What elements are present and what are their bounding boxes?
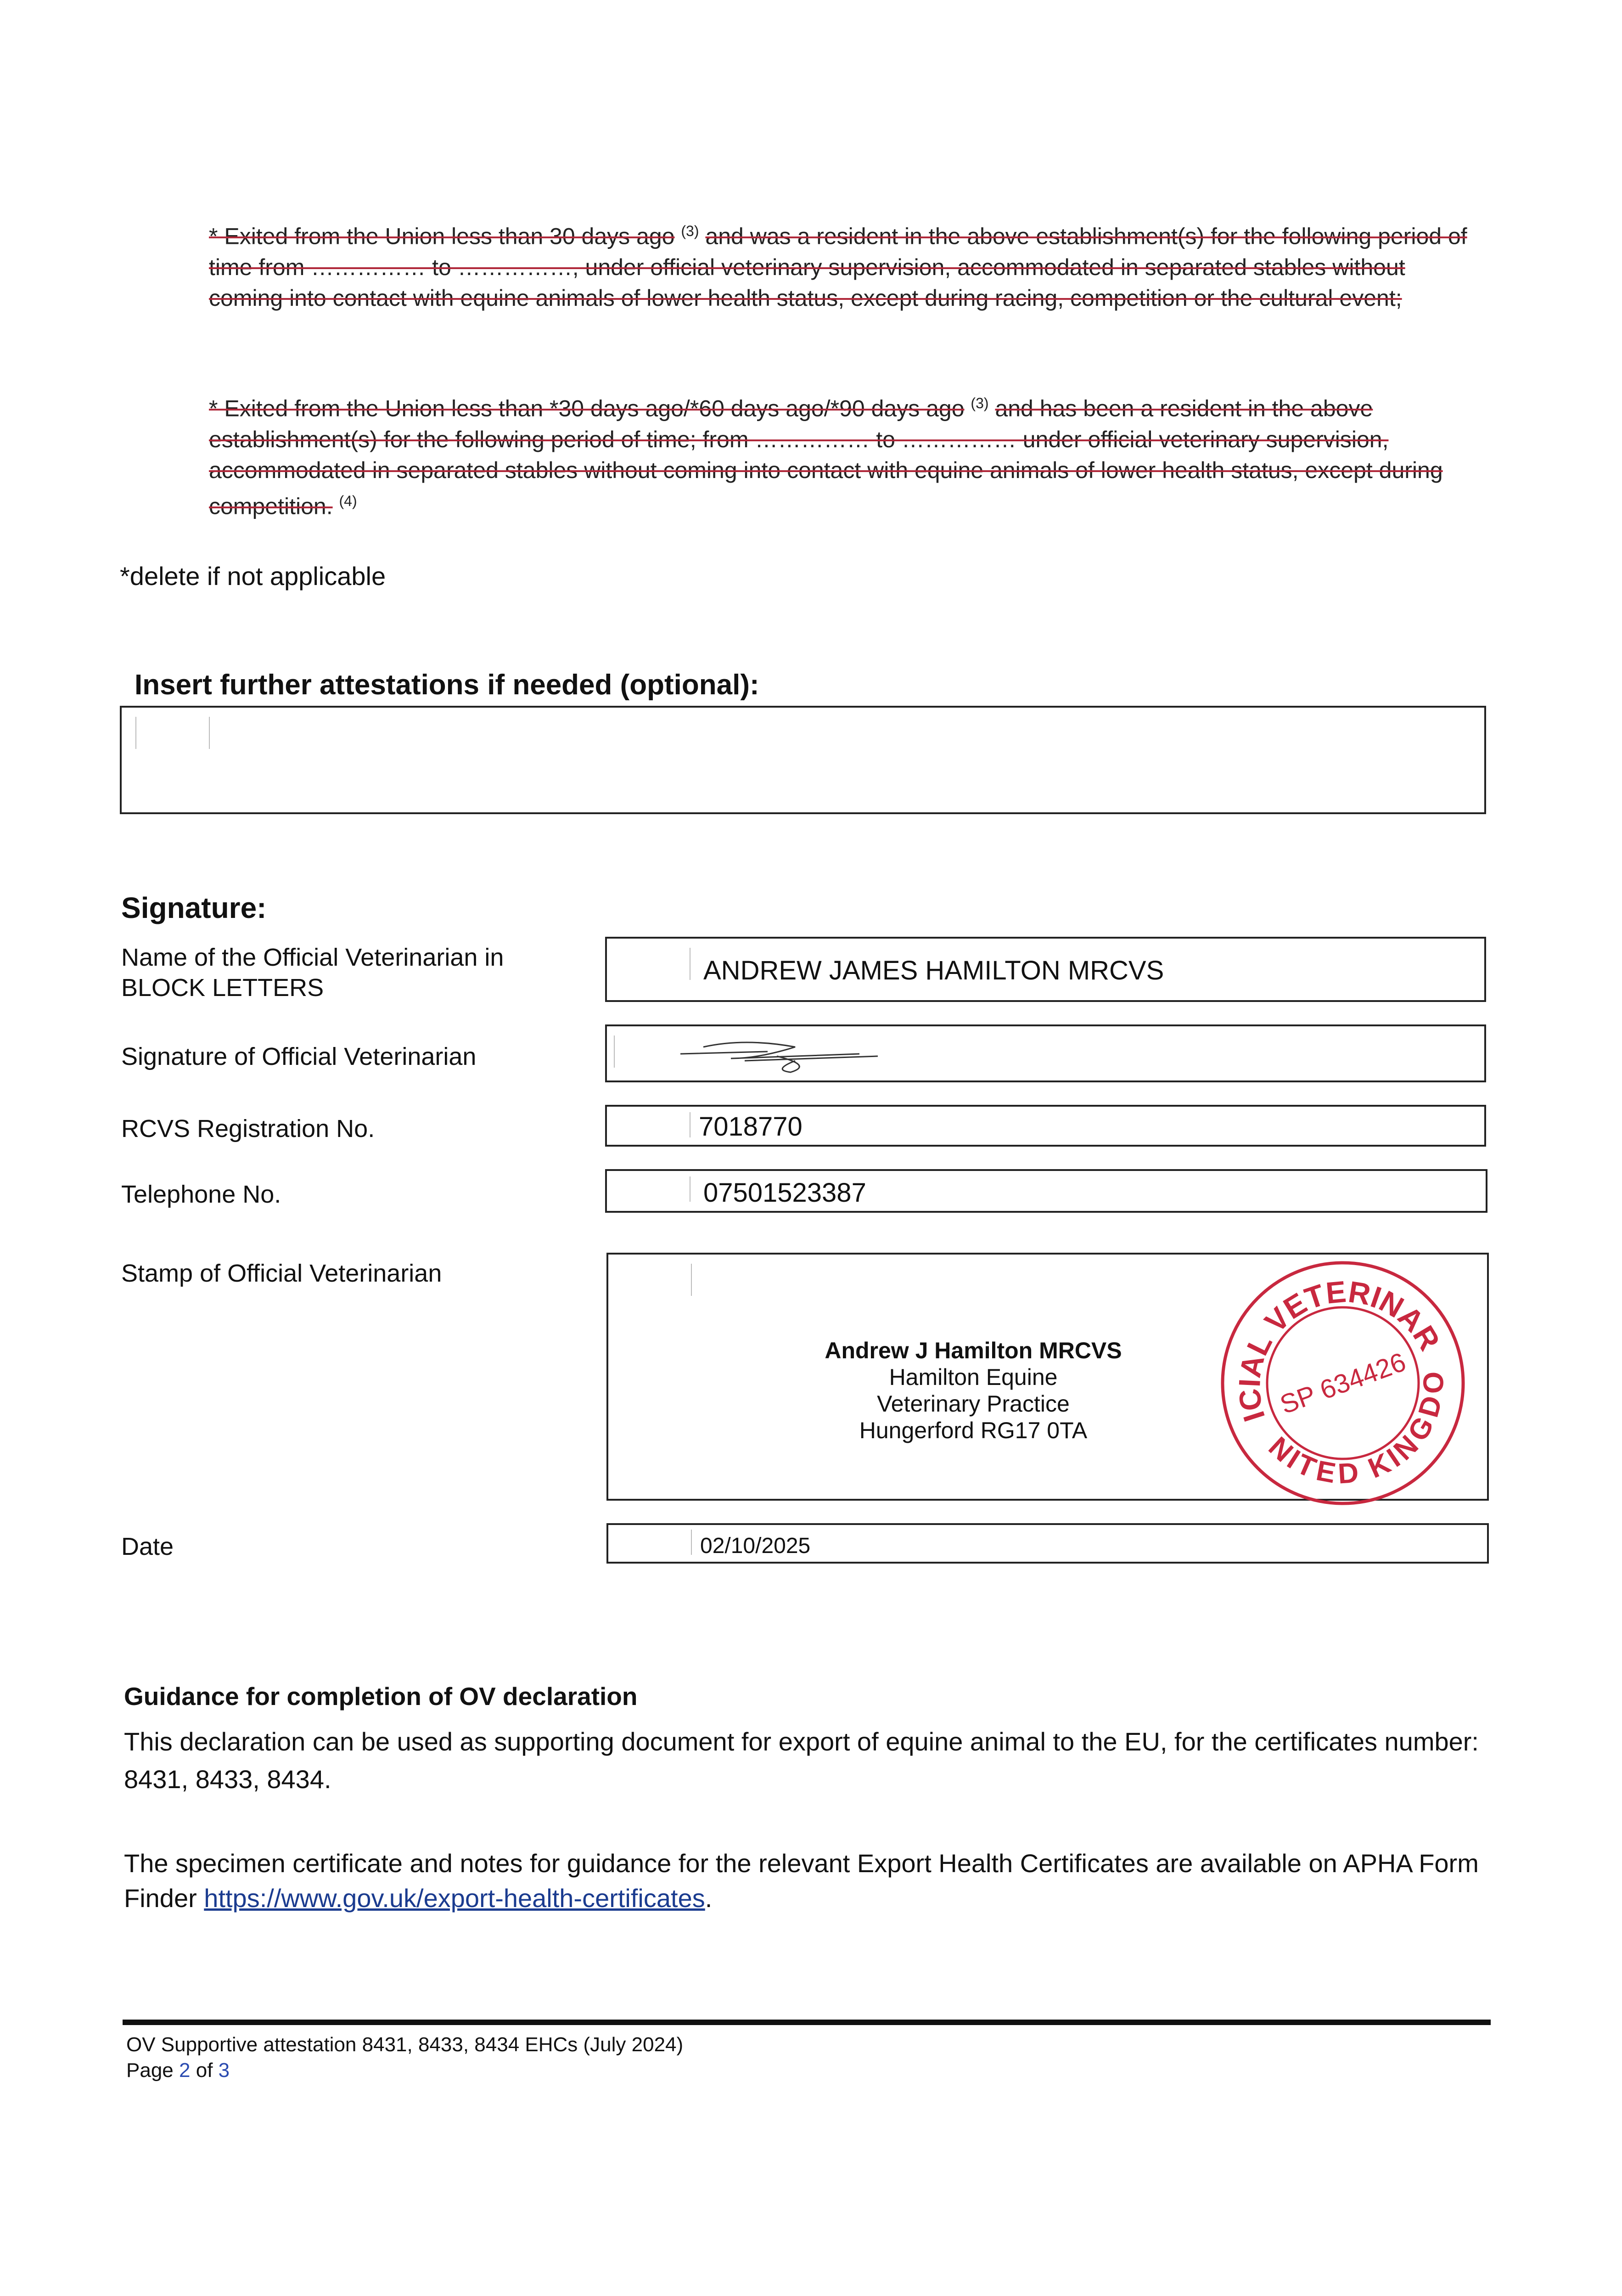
ov-name-field[interactable]	[605, 937, 1486, 1002]
stamp-field[interactable]	[606, 1253, 1489, 1501]
date-label: Date	[121, 1533, 174, 1560]
attestation-2-text-b: and has been a resident in the above establishment(s) for the following period of time; from …………… to …………… under official veterinary supervision, accommodated in separated stables without coming into contact with equine animals of lower health status, except during competition.	[209, 395, 1443, 519]
stamp-address: Andrew J Hamilton MRCVS Hamilton Equine Veterinary Practice Hungerford RG17 0TA	[825, 1338, 1122, 1443]
guidance-heading: Guidance for completion of OV declaration	[124, 1682, 638, 1711]
rcvs-field[interactable]	[605, 1105, 1486, 1147]
date-value: 02/10/2025	[700, 1534, 811, 1558]
rcvs-value: 7018770	[699, 1112, 803, 1142]
rcvs-label: RCVS Registration No.	[121, 1115, 375, 1142]
guidance-text-2: The specimen certificate and notes for guidance for the relevant Export Health Certificates are available on APHA Form Finder https://www.gov.uk/export-health-certificates.	[124, 1849, 1479, 1913]
attestation-1-text-b: and was a resident in the above establishment(s) for the following period of time from …………… to ……………, under official veterinary supervision, accommodated in separated stables without coming into contact with equine animals of lower health status, except during racing, competition or the cultural event;	[209, 223, 1467, 311]
handwritten-signature	[676, 1033, 915, 1079]
svg-text:OFFICIAL VETERINARIAN: OFFICIAL VETERINARIAN	[1232, 1274, 1447, 1426]
footnote-ref: (3)	[971, 395, 989, 411]
telephone-value: 07501523387	[703, 1178, 866, 1208]
date-field[interactable]	[606, 1523, 1489, 1564]
page-number: Page 2 of 3	[126, 2059, 230, 2082]
ov-name-value: ANDREW JAMES HAMILTON MRCVS	[703, 956, 1164, 985]
svg-text:SP 634426: SP 634426	[1276, 1347, 1410, 1420]
footnote-ref: (4)	[339, 492, 357, 509]
delete-note: *delete if not applicable	[120, 562, 386, 591]
signature-heading: Signature:	[121, 891, 267, 924]
footer-title: OV Supportive attestation 8431, 8433, 8434 EHCs (July 2024)	[126, 2033, 684, 2056]
signature-field[interactable]	[605, 1024, 1486, 1082]
export-health-certificates-link[interactable]: https://www.gov.uk/export-health-certificates	[204, 1884, 705, 1913]
svg-text:UNITED KINGDOM: UNITED KINGDOM	[1262, 1371, 1450, 1490]
signature-label: Signature of Official Veterinarian	[121, 1043, 477, 1070]
attestation-2-text-a: * Exited from the Union less than *30 days ago/*60 days ago/*90 days ago	[209, 395, 965, 422]
official-veterinarian-seal	[1214, 1250, 1471, 1507]
attestation-option-2	[209, 388, 1481, 522]
telephone-field[interactable]	[605, 1169, 1487, 1213]
telephone-label: Telephone No.	[121, 1181, 281, 1208]
stamp-label: Stamp of Official Veterinarian	[121, 1260, 442, 1287]
footnote-ref: (3)	[681, 223, 699, 239]
guidance-text-1: This declaration can be used as supporting document for export of equine animal to the EU, for the certificates number: 8431, 8433, 8434.	[124, 1727, 1479, 1794]
attestation-option-1	[209, 216, 1481, 314]
footer	[126, 2032, 683, 2083]
further-attestations-field[interactable]	[120, 706, 1486, 814]
footer-rule	[123, 2020, 1491, 2025]
name-label: Name of the Official Veterinarian in BLOCK LETTERS	[121, 944, 504, 1002]
further-attestations-heading: Insert further attestations if needed (optional):	[135, 669, 759, 701]
attestation-1-text-a: * Exited from the Union less than 30 days ago	[209, 223, 675, 249]
